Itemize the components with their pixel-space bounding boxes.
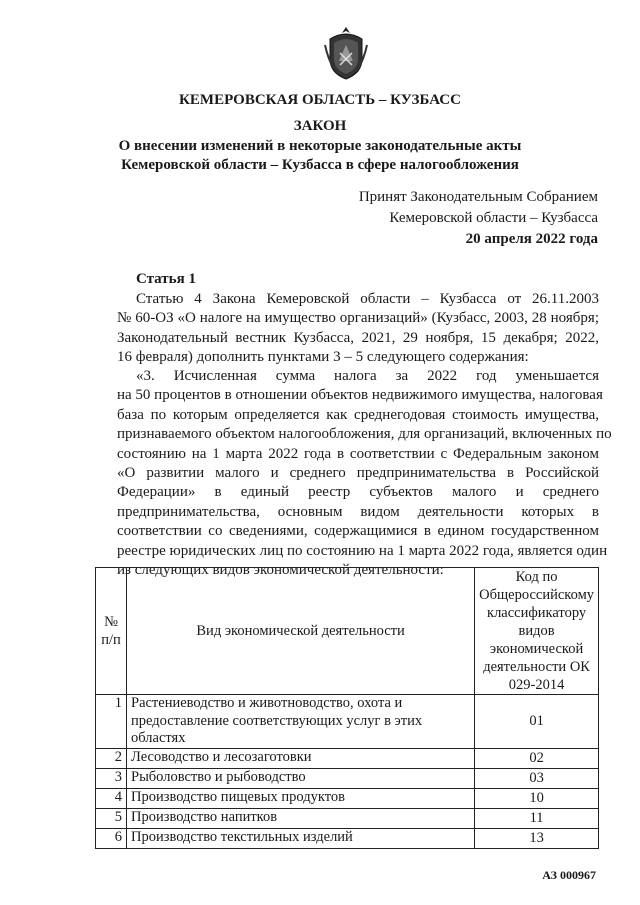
law-title-line2: Кемеровской области – Кузбасса в сфере налогообложения <box>121 157 519 173</box>
activity-codes-table <box>95 567 599 849</box>
table-row <box>96 769 599 789</box>
region-name: КЕМЕРОВСКАЯ ОБЛАСТЬ – КУЗБАСС <box>179 92 461 108</box>
document-serial-number: АЗ 000967 <box>542 868 596 882</box>
adopted-date: 20 апреля 2022 года <box>465 231 598 247</box>
table-row <box>96 749 599 769</box>
text-line: на 50 процентов в отношении объектов недвижимого имущества, налоговая <box>117 387 603 404</box>
article-paragraph-1 <box>117 290 599 368</box>
row-code: 03 <box>475 769 599 789</box>
text-line: признаваемого объектом налогообложения, для организаций, включенных по <box>117 426 612 443</box>
coat-of-arms-emblem <box>322 25 370 81</box>
text-line: № 60-ОЗ «О налоге на имущество организаций» (Кузбасс, 2003, 28 ноября; <box>117 310 599 327</box>
text-line: 16 февраля) дополнить пунктами 3 – 5 следующего содержания: <box>117 349 529 366</box>
row-activity: Производство напитков <box>127 809 475 829</box>
text-line: состоянию на 1 марта 2022 года в соответствии с Федеральным законом <box>117 445 599 462</box>
header-activity: Вид экономической деятельности <box>127 568 475 695</box>
row-code: 13 <box>475 829 599 849</box>
text-line: из следующих видов экономической деятельности: <box>117 561 444 578</box>
text-line: реестре юридических лиц по состоянию на 1 марта 2022 года, является один <box>117 542 608 559</box>
text-line: база по которым определяется как среднегодовая стоимость имущества, <box>117 406 599 423</box>
text-line: Федерации» в единый реестр субъектов малого и среднего <box>117 484 599 501</box>
table-header-row <box>96 568 599 695</box>
header-number: № п/п <box>96 568 127 695</box>
document-type: ЗАКОН <box>293 118 347 134</box>
row-code: 10 <box>475 789 599 809</box>
row-code: 01 <box>475 695 599 749</box>
row-number: 1 <box>96 695 127 749</box>
text-line: «О развитии малого и среднего предпринимательства в Российской <box>117 464 599 481</box>
row-number: 2 <box>96 749 127 769</box>
text-line: Статью 4 Закона Кемеровской области – Кузбасса от 26.11.2003 <box>136 291 599 307</box>
text-line: предпринимательства, основным видом деятельности которых в <box>117 503 599 520</box>
article-paragraph-2 <box>117 367 612 580</box>
row-number: 4 <box>96 789 127 809</box>
row-activity: Производство текстильных изделий <box>127 829 475 849</box>
row-activity: Производство пищевых продуктов <box>127 789 475 809</box>
adopted-line2: Кемеровской области – Кузбасса <box>389 210 598 226</box>
row-number: 3 <box>96 769 127 789</box>
row-number: 6 <box>96 829 127 849</box>
text-line: «3. Исчисленная сумма налога за 2022 год уменьшается <box>136 368 599 384</box>
row-code: 11 <box>475 809 599 829</box>
row-activity: Лесоводство и лесозаготовки <box>127 749 475 769</box>
law-title-line1: О внесении изменений в некоторые законодательные акты <box>118 138 522 154</box>
header-code: Код по Общероссийскому классификатору видов экономической деятельности ОК 029-2014 <box>475 568 599 695</box>
adopted-line1: Принят Законодательным Собранием <box>358 189 598 205</box>
table-row <box>96 695 599 749</box>
row-activity: Рыболовство и рыбоводство <box>127 769 475 789</box>
row-number: 5 <box>96 809 127 829</box>
adoption-block <box>359 187 598 250</box>
text-line: соответствии со сведениями, содержащимися в едином государственном <box>117 523 599 540</box>
text-line: Законодательный вестник Кузбасса, 2021, 29 ноября, 15 декабря; 2022, <box>117 329 599 346</box>
table-row <box>96 809 599 829</box>
table-row <box>96 789 599 809</box>
table-row <box>96 829 599 849</box>
row-code: 02 <box>475 749 599 769</box>
row-activity: Растениеводство и животноводство, охота и предоставление соответствующих услуг в этих областях <box>127 695 475 749</box>
article-heading: Статья 1 <box>136 271 196 287</box>
